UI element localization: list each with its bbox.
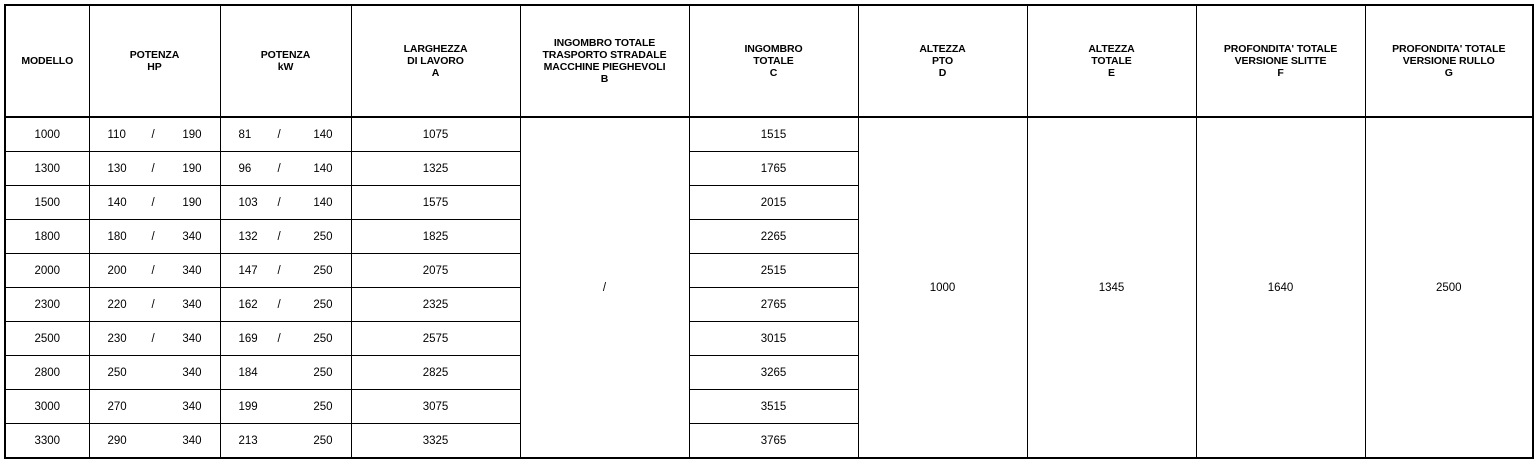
width-a-cell: 2575	[351, 322, 520, 356]
merged-d-cell: 1000	[858, 117, 1027, 458]
column-header-kw	[220, 5, 351, 117]
overall-c-cell: 2515	[689, 254, 858, 288]
overall-c-cell: 1515	[689, 117, 858, 152]
hp-cell	[89, 424, 220, 459]
model-cell: 2500	[5, 322, 89, 356]
hp-max-value: 340	[182, 298, 202, 311]
hp-separator: /	[151, 230, 155, 243]
model-cell: 1300	[5, 152, 89, 186]
column-header-c	[689, 5, 858, 117]
column-header-line: TOTALE	[753, 55, 794, 67]
hp-min-value: 200	[107, 264, 127, 277]
hp-max-value: 340	[182, 366, 202, 379]
kw-cell	[220, 356, 351, 390]
kw-cell	[220, 254, 351, 288]
kw-separator: /	[277, 298, 281, 311]
hp-max-value: 340	[182, 264, 202, 277]
model-cell: 2000	[5, 254, 89, 288]
kw-separator: /	[277, 332, 281, 345]
kw-separator: /	[277, 128, 281, 141]
hp-max-value: 340	[182, 230, 202, 243]
kw-cell	[220, 152, 351, 186]
hp-cell	[89, 254, 220, 288]
width-a-cell: 2825	[351, 356, 520, 390]
hp-min-value: 290	[107, 434, 127, 447]
hp-min-value: 180	[107, 230, 127, 243]
hp-cell	[89, 220, 220, 254]
model-cell: 2300	[5, 288, 89, 322]
column-header-line: INGOMBRO TOTALE	[553, 37, 656, 49]
merged-e-cell: 1345	[1027, 117, 1196, 458]
kw-cell	[220, 322, 351, 356]
kw-min-value: 147	[238, 264, 258, 277]
overall-c-cell: 2015	[689, 186, 858, 220]
column-header-line: B	[600, 73, 609, 85]
width-a-cell: 1325	[351, 152, 520, 186]
merged-g-cell: 2500	[1365, 117, 1533, 458]
column-header-g	[1365, 5, 1533, 117]
hp-max-value: 190	[182, 162, 202, 175]
column-header-a	[351, 5, 520, 117]
kw-cell	[220, 186, 351, 220]
column-header-b	[520, 5, 689, 117]
column-header-line: DI LAVORO	[407, 55, 464, 67]
hp-min-value: 270	[107, 400, 127, 413]
model-cell: 3300	[5, 424, 89, 459]
kw-separator: /	[277, 162, 281, 175]
overall-c-cell: 1765	[689, 152, 858, 186]
overall-c-cell: 2265	[689, 220, 858, 254]
hp-separator: /	[151, 162, 155, 175]
kw-min-value: 199	[238, 400, 258, 413]
dimensions-table	[4, 4, 1534, 459]
column-header-line: HP	[147, 61, 162, 73]
column-header-line: PROFONDITA' TOTALE	[1392, 43, 1506, 55]
hp-min-value: 250	[107, 366, 127, 379]
kw-max-value: 250	[313, 400, 333, 413]
hp-cell	[89, 322, 220, 356]
model-cell: 1000	[5, 117, 89, 152]
hp-separator: /	[151, 298, 155, 311]
column-header-line: POTENZA	[129, 49, 180, 61]
kw-max-value: 140	[313, 196, 333, 209]
width-a-cell: 2325	[351, 288, 520, 322]
column-header-e	[1027, 5, 1196, 117]
column-header-modello	[5, 5, 89, 117]
hp-cell	[89, 152, 220, 186]
kw-cell	[220, 220, 351, 254]
column-header-line: TOTALE	[1091, 55, 1132, 67]
overall-c-cell: 2765	[689, 288, 858, 322]
merged-f-cell: 1640	[1196, 117, 1365, 458]
kw-separator: /	[277, 196, 281, 209]
overall-c-cell: 3015	[689, 322, 858, 356]
column-header-line: A	[431, 67, 440, 79]
column-header-d	[858, 5, 1027, 117]
hp-separator: /	[151, 128, 155, 141]
hp-cell	[89, 390, 220, 424]
hp-max-value: 190	[182, 196, 202, 209]
column-header-line: LARGHEZZA	[403, 43, 468, 55]
column-header-line: C	[769, 67, 778, 79]
model-cell: 1800	[5, 220, 89, 254]
kw-min-value: 132	[238, 230, 258, 243]
model-cell: 3000	[5, 390, 89, 424]
column-header-f	[1196, 5, 1365, 117]
hp-min-value: 140	[107, 196, 127, 209]
hp-separator: /	[151, 332, 155, 345]
column-header-line: PTO	[931, 55, 954, 67]
overall-c-cell: 3765	[689, 424, 858, 459]
column-header-line: INGOMBRO	[744, 43, 803, 55]
column-header-line: VERSIONE RULLO	[1402, 55, 1495, 67]
hp-cell	[89, 186, 220, 220]
kw-max-value: 250	[313, 366, 333, 379]
model-cell: 1500	[5, 186, 89, 220]
hp-min-value: 230	[107, 332, 127, 345]
kw-max-value: 250	[313, 332, 333, 345]
kw-cell	[220, 288, 351, 322]
kw-cell	[220, 117, 351, 152]
overall-c-cell: 3515	[689, 390, 858, 424]
hp-separator: /	[151, 264, 155, 277]
overall-c-cell: 3265	[689, 356, 858, 390]
width-a-cell: 3325	[351, 424, 520, 459]
kw-separator: /	[277, 264, 281, 277]
kw-min-value: 184	[238, 366, 258, 379]
hp-min-value: 220	[107, 298, 127, 311]
kw-cell	[220, 424, 351, 459]
kw-cell	[220, 390, 351, 424]
table-body	[5, 117, 1533, 458]
kw-min-value: 213	[238, 434, 258, 447]
column-header-line: E	[1108, 67, 1115, 79]
column-header-line: MACCHINE PIEGHEVOLI	[543, 61, 666, 73]
kw-min-value: 103	[238, 196, 258, 209]
kw-max-value: 140	[313, 128, 333, 141]
column-header-line: F	[1277, 67, 1284, 79]
hp-min-value: 110	[107, 128, 126, 141]
width-a-cell: 2075	[351, 254, 520, 288]
hp-cell	[89, 356, 220, 390]
column-header-hp	[89, 5, 220, 117]
kw-min-value: 81	[238, 128, 252, 141]
column-header-line: TRASPORTO STRADALE	[542, 49, 667, 61]
hp-max-value: 190	[182, 128, 202, 141]
column-header-line: MODELLO	[21, 55, 74, 67]
kw-min-value: 169	[238, 332, 258, 345]
hp-cell	[89, 288, 220, 322]
kw-separator: /	[277, 230, 281, 243]
hp-max-value: 340	[182, 332, 202, 345]
hp-min-value: 130	[107, 162, 127, 175]
column-header-line: D	[938, 67, 947, 79]
width-a-cell: 1075	[351, 117, 520, 152]
kw-max-value: 250	[313, 298, 333, 311]
width-a-cell: 1575	[351, 186, 520, 220]
model-cell: 2800	[5, 356, 89, 390]
kw-max-value: 250	[313, 230, 333, 243]
kw-max-value: 140	[313, 162, 333, 175]
kw-max-value: 250	[313, 434, 333, 447]
column-header-line: kW	[277, 61, 294, 73]
column-header-line: VERSIONE SLITTE	[1234, 55, 1327, 67]
width-a-cell: 1825	[351, 220, 520, 254]
column-header-line: PROFONDITA' TOTALE	[1223, 43, 1338, 55]
column-header-line: POTENZA	[260, 49, 311, 61]
table-row	[5, 117, 1533, 152]
header-row	[5, 5, 1533, 117]
hp-separator: /	[151, 196, 155, 209]
hp-cell	[89, 117, 220, 152]
kw-max-value: 250	[313, 264, 333, 277]
transport-b-cell: /	[520, 117, 689, 458]
kw-min-value: 162	[238, 298, 258, 311]
column-header-line: ALTEZZA	[1088, 43, 1135, 55]
hp-max-value: 340	[182, 434, 202, 447]
hp-max-value: 340	[182, 400, 202, 413]
kw-min-value: 96	[238, 162, 252, 175]
column-header-line: G	[1444, 67, 1453, 79]
width-a-cell: 3075	[351, 390, 520, 424]
column-header-line: ALTEZZA	[919, 43, 966, 55]
